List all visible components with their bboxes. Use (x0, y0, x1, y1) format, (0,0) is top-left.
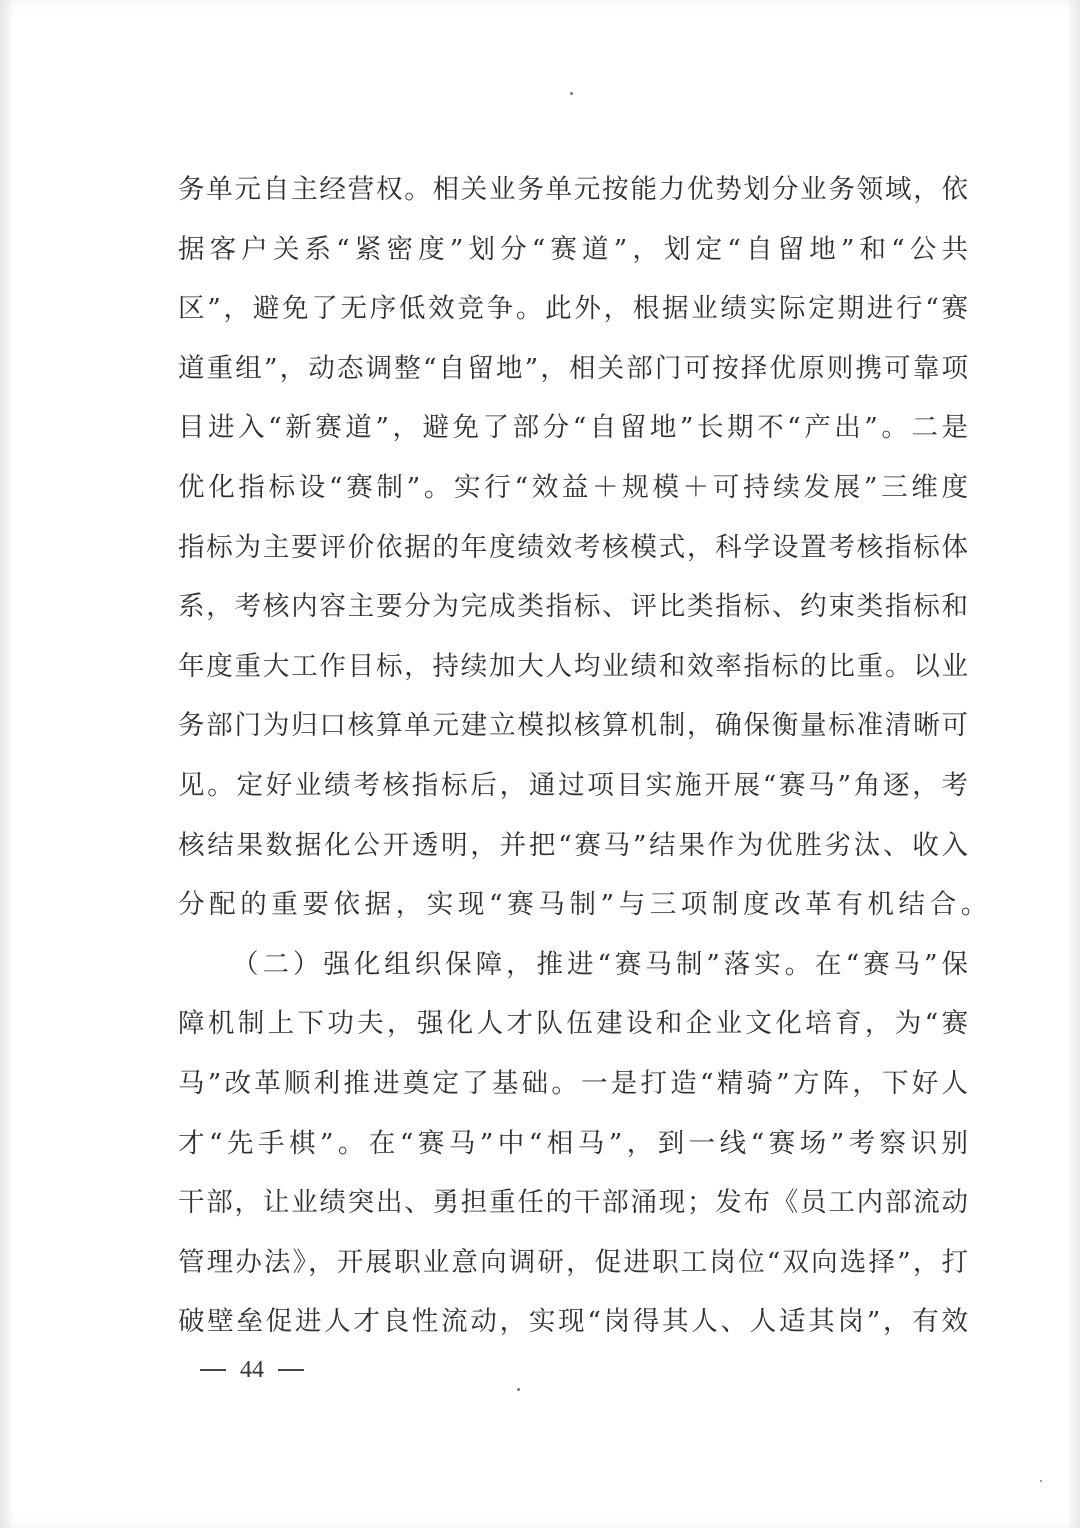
page-number-footer (200, 1352, 330, 1388)
body-line-2: 据客户关系“紧密度”划分“赛道”，划定“自留地”和“公共 (178, 234, 968, 265)
section-heading-line: （二）强化组织保障，推进“赛马制”落实。在“赛马”保 (232, 949, 968, 980)
scan-speck (570, 92, 573, 95)
body-line-5: 目进入“新赛道”，避免了部分“自留地”长期不“产出”。二是 (178, 412, 968, 443)
body-line-18: 干部，让业绩突出、勇担重任的干部涌现；发布《员工内部流动 (178, 1187, 968, 1218)
body-line-1: 务单元自主经营权。相关业务单元按能力优势划分业务领域，依 (178, 174, 968, 205)
body-line-6: 优化指标设“赛制”。实行“效益＋规模＋可持续发展”三维度 (178, 472, 968, 503)
body-line-20: 破壁垒促进人才良性流动，实现“岗得其人、人适其岗”，有效 (178, 1306, 968, 1337)
body-line-16: 马”改革顺利推进奠定了基础。一是打造“精骑”方阵，下好人 (178, 1068, 968, 1099)
body-line-17: 才“先手棋”。在“赛马”中“相马”，到一线“赛场”考察识别 (178, 1128, 968, 1159)
scan-shadow-left (0, 0, 14, 1528)
body-line-4: 道重组”，动态调整“自留地”，相关部门可按择优原则携可靠项 (178, 353, 968, 384)
body-line-3: 区”，避免了无序低效竞争。此外，根据业绩实际定期进行“赛 (178, 293, 968, 324)
body-line-19: 管理办法》，开展职业意向调研，促进职工岗位“双向选择”，打 (178, 1247, 968, 1278)
scan-speck (1040, 1480, 1042, 1482)
body-line-9: 年度重大工作目标，持续加大人均业绩和效率指标的比重。以业 (178, 651, 968, 682)
scan-speck (517, 1388, 520, 1391)
body-line-8: 系，考核内容主要分为完成类指标、评比类指标、约束类指标和 (178, 591, 968, 622)
footer-dash-right (278, 1369, 304, 1371)
page-number: 44 (240, 1357, 264, 1383)
footer-dash-left (200, 1369, 226, 1371)
body-line-7: 指标为主要评价依据的年度绩效考核模式，科学设置考核指标体 (178, 532, 968, 563)
body-line-12: 核结果数据化公开透明，并把“赛马”结果作为优胜劣汰、收入 (178, 830, 968, 861)
scan-shadow-right (1066, 0, 1080, 1528)
body-line-10: 务部门为归口核算单元建立模拟核算机制，确保衡量标准清晰可 (178, 710, 968, 741)
body-line-11: 见。定好业绩考核指标后，通过项目实施开展“赛马”角逐，考 (178, 770, 968, 801)
body-line-15: 障机制上下功夫，强化人才队伍建设和企业文化培育，为“赛 (178, 1008, 968, 1039)
body-line-13: 分配的重要依据，实现“赛马制”与三项制度改革有机结合。 (178, 889, 992, 920)
